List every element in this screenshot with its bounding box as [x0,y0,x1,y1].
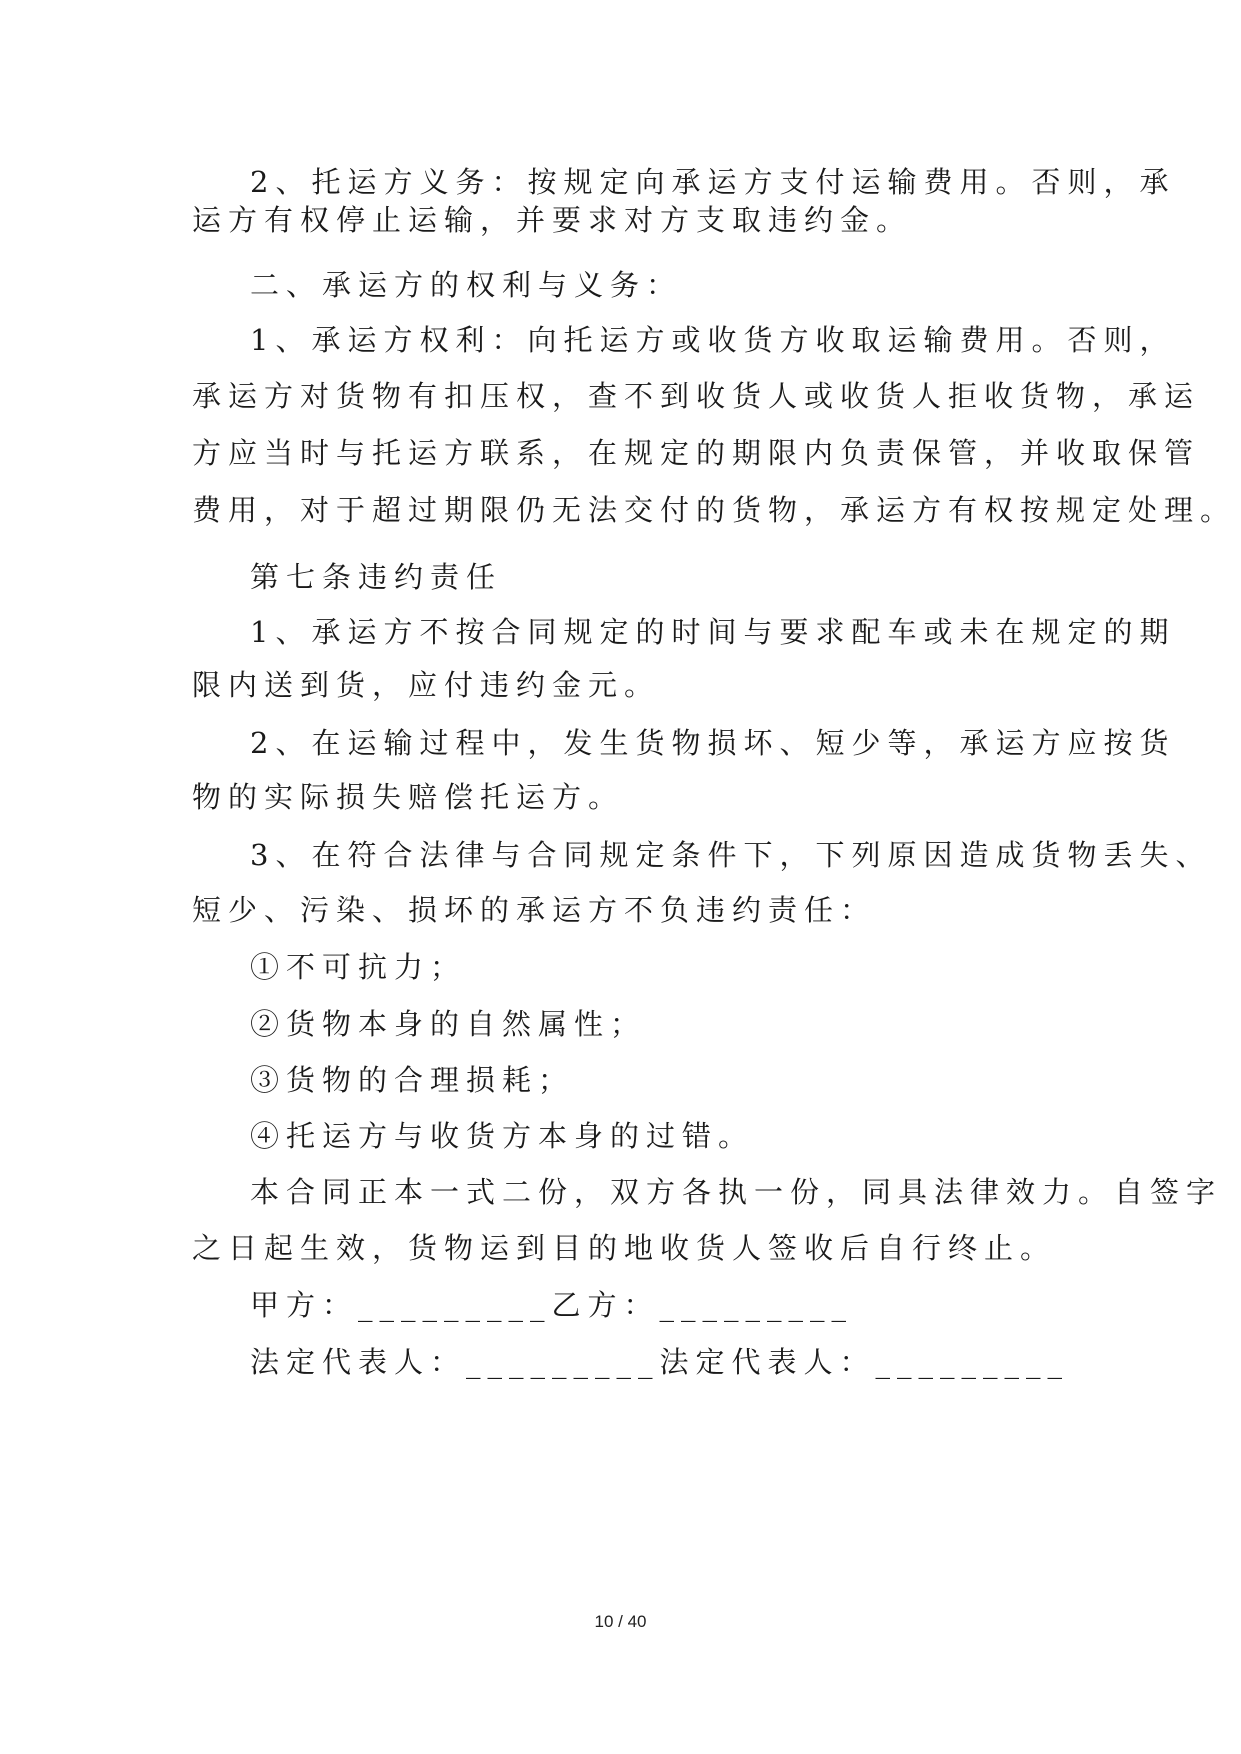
paragraph-line: 1、承运方不按合同规定的时间与要求配车或未在规定的期 [250,615,1176,649]
signature-line-parties: 甲方：_________乙方：_________ [250,1288,854,1322]
list-item: ①不可抗力； [250,950,467,984]
list-item: ④托运方与收货方本身的过错。 [250,1119,755,1153]
paragraph-line: 运方有权停止运输，并要求对方支取违约金。 [192,203,913,237]
section-heading: 二、承运方的权利与义务： [250,268,683,302]
paragraph-line: 2、在运输过程中，发生货物损坏、短少等，承运方应按货 [250,726,1176,760]
paragraph-line: 本合同正本一式二份，双方各执一份，同具法律效力。自签字 [250,1175,1223,1209]
paragraph-line: 之日起生效，货物运到目的地收货人签收后自行终止。 [192,1231,1057,1265]
paragraph-line: 1、承运方权利：向托运方或收货方收取运输费用。否则， [250,323,1176,357]
signature-line-representatives: 法定代表人：_________法定代表人：_________ [250,1345,1070,1379]
article-heading: 第七条违约责任 [250,560,503,594]
paragraph-line: 费用，对于超过期限仍无法交付的货物，承运方有权按规定处理。 [192,493,1237,527]
paragraph-line: 限内送到货，应付违约金元。 [192,668,661,702]
paragraph-line: 方应当时与托运方联系，在规定的期限内负责保管，并收取保管 [192,436,1201,470]
paragraph-line: 承运方对货物有扣压权，查不到收货人或收货人拒收货物，承运 [192,379,1201,413]
list-item: ②货物本身的自然属性； [250,1007,647,1041]
paragraph-line: 物的实际损失赔偿托运方。 [192,780,625,814]
page-number: 10 / 40 [594,1612,647,1631]
paragraph-line: 短少、污染、损坏的承运方不负违约责任： [192,893,877,927]
paragraph-line: 3、在符合法律与合同规定条件下，下列原因造成货物丢失、 [250,838,1212,872]
paragraph-line: 2、托运方义务：按规定向承运方支付运输费用。否则，承 [250,165,1176,199]
list-item: ③货物的合理损耗； [250,1063,575,1097]
